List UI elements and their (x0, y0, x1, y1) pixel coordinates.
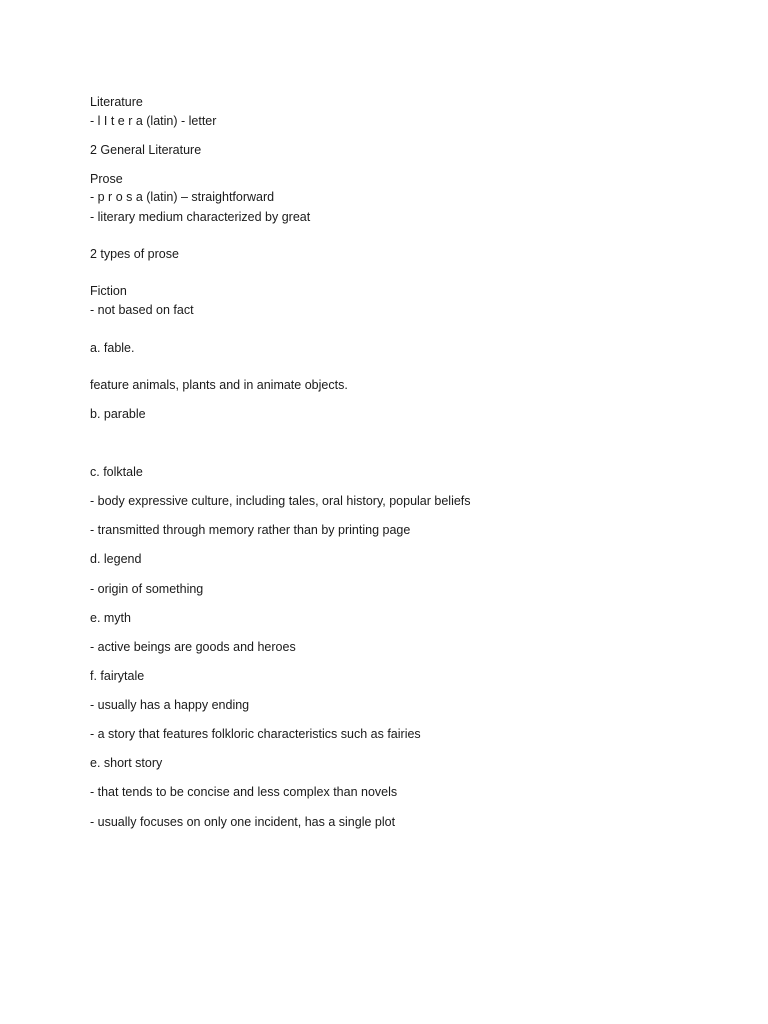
folktale-description-2: - transmitted through memory rather than by printing page (90, 523, 411, 537)
folktale-description-1: - body expressive culture, including tales, oral history, popular beliefs (90, 494, 471, 508)
short-story-description-2: - usually focuses on only one incident, has a single plot (90, 815, 396, 829)
heading-prose: Prose (90, 172, 123, 186)
prose-etymology: - p r o s a (latin) – straightforward (90, 190, 275, 204)
prose-definition: - literary medium characterized by great (90, 210, 311, 224)
item-legend: d. legend (90, 552, 142, 566)
item-short-story: e. short story (90, 756, 163, 770)
item-fairytale: f. fairytale (90, 669, 145, 683)
fiction-definition: - not based on fact (90, 303, 194, 317)
types-of-prose-line: 2 types of prose (90, 247, 179, 261)
myth-description: - active beings are goods and heroes (90, 640, 296, 654)
heading-fiction: Fiction (90, 284, 127, 298)
item-myth: e. myth (90, 611, 131, 625)
item-parable: b. parable (90, 407, 146, 421)
fable-description: feature animals, plants and in animate objects. (90, 378, 348, 392)
legend-description: - origin of something (90, 582, 204, 596)
item-folktale: c. folktale (90, 465, 143, 479)
fairytale-description-1: - usually has a happy ending (90, 698, 250, 712)
heading-literature: Literature (90, 95, 143, 109)
fairytale-description-2: - a story that features folkloric characteristics such as fairies (90, 727, 421, 741)
general-literature-line: 2 General Literature (90, 143, 202, 157)
short-story-description-1: - that tends to be concise and less complex than novels (90, 785, 398, 799)
item-fable: a. fable. (90, 341, 135, 355)
literature-etymology: - l I t e r a (latin) - letter (90, 114, 217, 128)
